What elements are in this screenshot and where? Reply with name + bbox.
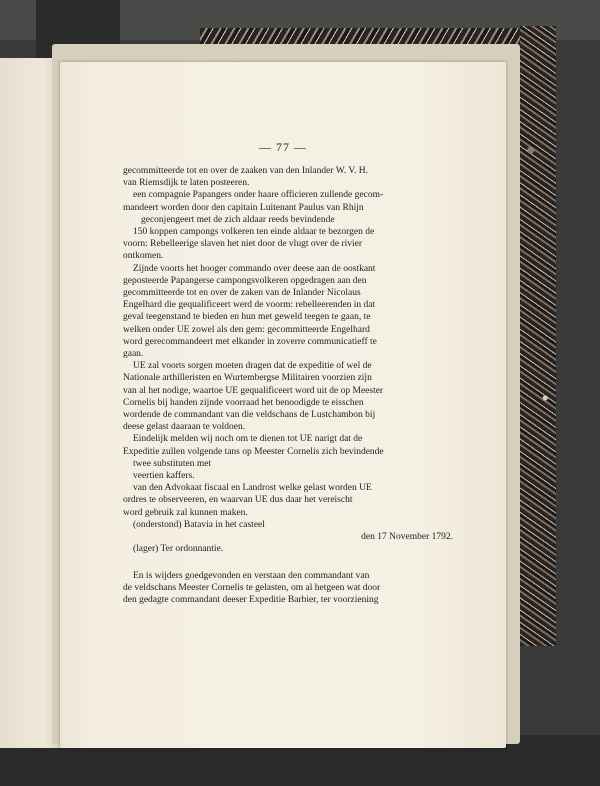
text-line: van al het nodige, waartoe UE gequalificeert word uit de op Meester	[123, 385, 384, 396]
text-line: van Riemsdijk te laten posteeren.	[123, 178, 250, 189]
text-line: Nationale arthilleristen en Wurtembergse Militairen voorzien zijn	[123, 373, 372, 384]
text-line: veertien kaffers.	[133, 471, 195, 482]
marbled-cover-edge	[520, 26, 556, 646]
text-line: 150 koppen campongs volkeren ten einde aldaar te bezorgen de	[133, 227, 375, 238]
text-line: Engelhard die gequalificeert werd de voorm: rebelleerenden in dat	[123, 300, 376, 311]
text-line: geval teegenstand te bieden en hun met geweld teegen te gaan, te	[123, 312, 371, 323]
text-line: Eindelijk melden wij noch om te dienen tot UE narigt dat de	[133, 434, 363, 445]
text-line: ordres te observeeren, en waarvan UE dus daar het vereischt	[123, 495, 353, 506]
text-line: geposteerde Papangerse campongsvolkeren opgedragen aan den	[123, 275, 367, 286]
text-line: gecommitteerde tot en over de zaken van de Inlander Nicolaus	[123, 288, 361, 299]
page-body-text	[123, 165, 457, 606]
text-line: (lager) Ter ordonnantie.	[133, 544, 224, 555]
text-line: den 17 November 1792.	[361, 532, 453, 543]
text-line: gaan.	[123, 349, 144, 360]
text-line: word gerecommandeert met elkander in zoverre communicatieff te	[123, 336, 377, 347]
text-line: den gedagte commandant deeser Expeditie Barbier, ter voorziening	[123, 594, 379, 605]
text-line: een compagnie Papangers onder haare officieren zullende gecom-	[133, 190, 384, 201]
text-line: twee substituten met	[133, 458, 212, 469]
text-line: Expeditie zullen volgende tans op Meester Cornelis zich bevindende	[123, 446, 384, 457]
text-line: van den Advokaat fiscaal en Landrost welke gelast worden UE	[133, 483, 372, 494]
page-number: — 77 —	[259, 140, 307, 154]
text-line: UE zal voorts sorgen moeten dragen dat de expeditie of wel de	[133, 361, 372, 372]
book-page	[60, 62, 506, 748]
text-line: voorn: Rebelleerige slaven het niet door de vlugt over de rivier	[123, 239, 363, 250]
text-line: En is wijders goedgevonden en verstaan den commandant van	[133, 570, 370, 581]
text-line: deese gelast daaraan te voldoen.	[123, 422, 246, 433]
text-line: geconjengeert met de zich aldaar reeds bevindende	[141, 214, 335, 225]
text-line: gecommitteerde tot en over de zaaken van den Inlander W. V. H.	[123, 166, 368, 176]
text-line: mandeert worden door den capitain Luitenant Paulus van Rhijn	[123, 202, 364, 213]
text-line: Zijnde voorts het hooger commando over deese aan de oostkant	[133, 263, 376, 274]
text-line: welken onder UE zowel als den gem: gecommitteerde Engelhard	[123, 324, 370, 335]
text-line: de veldschans Meester Cornelis te gelasten, om al hetgeen wat door	[123, 582, 381, 593]
text-line: wordende de commandant van die veldschans de Lustchambon bij	[123, 410, 376, 421]
text-line: Cornelis bij handen zijnde voorraad het benoodigde te eisschen	[123, 397, 364, 408]
text-line: word gebruik zal kunnen maken.	[123, 507, 248, 518]
text-line: (onderstond) Batavia in het casteel	[133, 519, 265, 530]
paragraph-gap	[123, 556, 457, 570]
text-line: ontkomen.	[123, 251, 164, 262]
